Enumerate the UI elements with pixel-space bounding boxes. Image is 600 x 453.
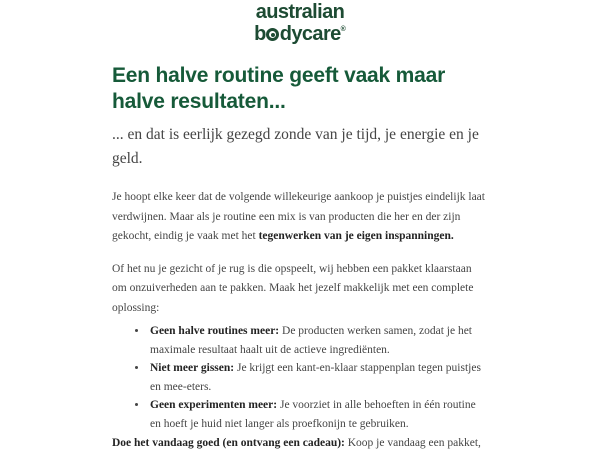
list-item-text: Je krijgt een kant-en-klaar stappenplan tegen puistjes en mee-eters. bbox=[150, 362, 481, 393]
paragraph-hope-text: Je hoopt elke keer dat de volgende willekeurige aankoop je puistjes eindelijk laat verdwijnen. Maar als je routine een mix is van producten die her en der zijn gekocht, eindig je vaak met het bbox=[112, 191, 485, 242]
logo-word-bodycare bbox=[0, 21, 600, 43]
logo-word-australian: australian bbox=[255, 1, 345, 23]
logo-text-after-o: dycare bbox=[279, 23, 341, 45]
paragraph-package: Of het nu je gezicht of je rug is die opspeelt, wij hebben een pakket klaarstaan om onzuiverheden aan te pakken. Maak het jezelf makkelijk met een complete oplossing: bbox=[112, 262, 474, 314]
cta-bold: Doe het vandaag goed (en ontvang een cadeau): bbox=[112, 437, 345, 449]
intro-paragraph: ... en dat is eerlijk gezegd zonde van je tijd, je energie en je geld. bbox=[112, 126, 479, 167]
benefits-list bbox=[112, 322, 488, 433]
page-title: Een halve routine geeft vaak maar halve resultaten... bbox=[112, 64, 446, 113]
logo-dot-o-icon bbox=[266, 28, 279, 41]
cta-paragraph bbox=[112, 434, 488, 453]
cta-text: Koop je vandaag een pakket, bbox=[344, 437, 481, 449]
list-item-bold: Niet meer gissen: bbox=[150, 362, 235, 374]
list-item-text: Je voorziet in alle behoeften in één routine en hoeft je huid niet langer als proefkonijn te gebruiken. bbox=[150, 399, 476, 430]
list-item bbox=[148, 396, 488, 433]
logo-dot-icon bbox=[271, 33, 275, 37]
logo-text-before-o: b bbox=[254, 23, 266, 45]
list-item bbox=[148, 359, 488, 396]
brand-logo[interactable] bbox=[0, 0, 600, 43]
paragraph-hope bbox=[112, 188, 488, 247]
list-item-bold: Geen halve routines meer: bbox=[150, 325, 280, 337]
list-item-bold: Geen experimenten meer: bbox=[150, 399, 278, 411]
list-item bbox=[148, 322, 488, 359]
paragraph-hope-bold: tegenwerken van je eigen inspanningen. bbox=[258, 230, 454, 242]
registered-trademark: ® bbox=[340, 26, 346, 33]
email-content bbox=[112, 63, 488, 453]
list-item-text: De producten werken samen, zodat je het maximale resultaat haalt uit de actieve ingrediënten. bbox=[150, 325, 473, 356]
